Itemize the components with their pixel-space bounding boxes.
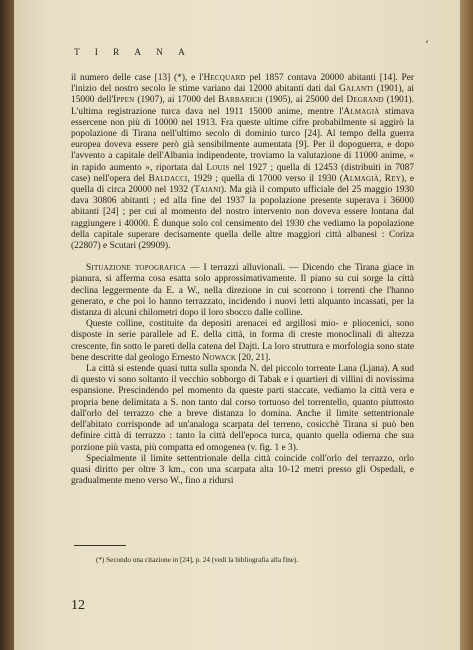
paragraph [71,73,414,252]
author-name: Almagià [342,173,380,184]
text-run: (1901). L'ultima registrazione turca dava nel 1911 15000 anime, mentre l' [71,95,415,117]
corner-mark: ʼ [425,40,429,51]
author-name: Ippen [113,95,135,106]
text-run: La città si estende quasi tutta sulla sponda N. del piccolo torrente Lana (Ljana). A sud di questo vi sono soltanto il vecchio sobborgo di Tabak e i quartieri di villini di novissima espansione. Prescindendo pel momento da queste parti staccate, vediamo la città vera e propria bene delimitata a S. non tanto dal corso tortuoso del torrentello, quanto piuttosto dall'orlo del terrazzo che a breve distanza lo domina. Anche il limite settentrionale dell'abitato corrisponde ad un'analoga scarpata del terreno, cosicchè Tirana si può ben definire città di terrazzo : tanto la città dell'epoca turca, quanto quella odierna che sua porzione più vasta, più compatta ed omogenea (v. fig. 1 e 3). [71,364,414,453]
text-run: — I terrazzi alluvionali. — Dicendo che Tirana giace in pianura, si afferma cosa esatta solo approssimativamente. Il piano su cui sorge la città declina leggermente da E. a W., nella direzione in cui scorrono i torrenti che l'hanno generato, e che poi lo hanno terrazzato, incidendo i nuovi letti alquanto incassati, per la distanza di alcuni chilometri dopo il loro sbocco dalle colline. [71,263,414,319]
text-run: [20, 21]. [236,352,271,363]
paragraph [71,263,414,319]
text-run: il numero delle case [13] (*), e l' [71,73,204,83]
author-name: Barbarich [218,95,263,106]
author-name: Baldacci [148,173,188,184]
text-run: (1901), ai 15000 dell' [71,84,414,106]
author-name: Louis [206,162,230,173]
paragraph [71,364,414,454]
text-run: pel 1857 contava 20000 abitanti [14]. Per l'inizio del nostro secolo le stime variano dai 12000 abitanti dati dal [71,73,414,95]
paragraph [71,319,414,364]
text-run: ), e quella di circa 20000 nel 1932 ( [71,173,414,196]
text-run: (1905), ai 25000 del [262,95,347,106]
text-run: Queste colline, costituite da depositi arenacei ed argillosi mio- e pliocenici, sono disposte in serie parallele ad E. della città, in forma di creste monoclinali di altezza crescente, fin sotto le pareti della catena del Dajti. La loro struttura e morfologia sono state bene descritte dal geologo Ernesto [71,319,414,363]
text-run: , 1929 ; quella di 17000 verso il 1930 ( [187,173,343,184]
author-name: Nowack [202,352,237,363]
book-page [14,0,460,650]
text-run: Specialmente il limite settentrionale della città coincide coll'orlo del terrazzo, orlo quasi diritto per oltre 3 km., con una scarpata alta 10-12 metri presso gli Ospedali, e gradualmente meno verso W., fino a ridursi [71,453,414,487]
author-name: Degrand [346,95,384,106]
author-name: Hecquard [203,73,246,83]
footnote: (*) Secondo una citazione in [24], p. 24 (vedi la bibliografia alla fine). [96,556,299,564]
page-number: 12 [71,598,85,613]
text-run: , [379,173,385,184]
text-run: nel 1927 ; quella di 12453 (distribuiti in 7087 case) nell'opera del [71,162,414,184]
body-text [71,73,414,487]
author-name: Almagià [343,106,380,117]
footnote-rule [74,545,126,546]
author-name: Taiani [194,185,221,196]
text-run: (1907), ai 17000 del [134,95,219,106]
author-name: Rey [384,173,401,184]
text-run: ). Ma già il computo ufficiale del 25 maggio 1930 dava 30806 abitanti ; ed alla fine del 1937 la popolazione presente superava i 36000 abitanti [24] ; per cui al momento del nostro intervento non doveva essere lontana dal raggiungere i 40000. È dunque solo col censimento del 1930 che vediamo la popolazione della capitale superare decisamente quella delle altre maggiori città albanesi : Coriza (22807) e Scutari (29909). [71,185,414,252]
text-run: stimava essercene non più di 10000 nel 1913. Fra queste ultime cifre probabilmente si aggirò la popolazione di Tirana nell'ultimo secolo di dominio turco [24]. Al tempo della guerra europea doveva essere però già sensibilmente aumentata [9]. Per il dopoguerra, e dopo l'avvento a capitale dell'Albania indipendente, troviamo la valutazione di 11000 anime, « in rapido aumento », riportata dal [71,106,414,173]
paragraph [71,454,414,488]
running-head: TIRANA [74,48,200,58]
author-name: Situazione topografica [86,263,187,274]
author-name: Galanti [339,84,374,95]
